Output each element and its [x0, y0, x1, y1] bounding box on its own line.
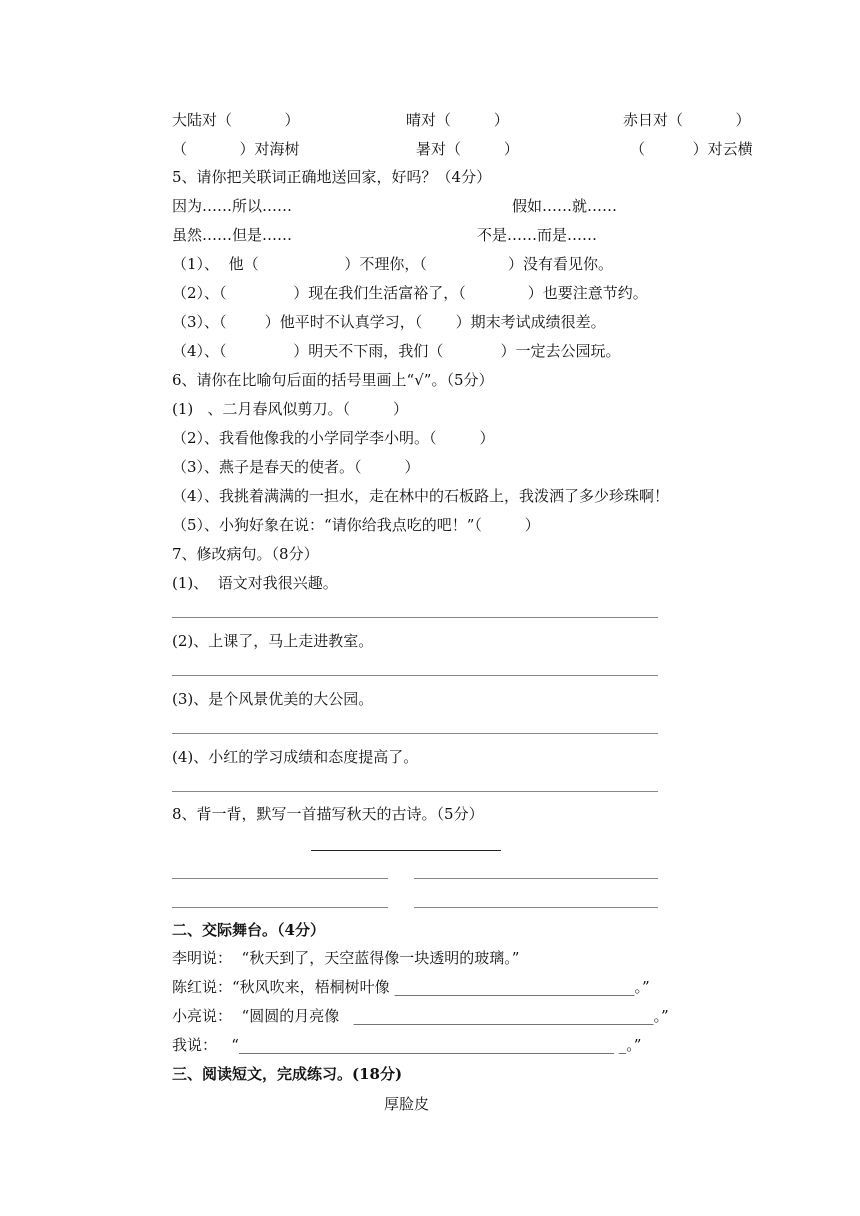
antonym-chiri: 赤日对（ ）: [623, 111, 751, 129]
poem-line[interactable]: [172, 878, 388, 879]
q7-item-4: (4)、小红的学习成绩和态度提高了。: [172, 748, 419, 766]
dialogue-chenhong: 陈红说：“秋风吹来，梧桐树叶像 ________________________________。”: [172, 978, 650, 996]
q5-conjunction-3: 虽然……但是……: [172, 226, 293, 244]
q5-title: 5、请你把关联词正确地送回家，好吗？（4分）: [172, 168, 492, 186]
passage-title: 厚脸皮: [384, 1095, 430, 1113]
q6-title: 6、请你在比喻句后面的括号里画上“√”。（5分）: [172, 371, 494, 389]
poem-line[interactable]: [414, 907, 658, 908]
q6-item-5: （5）、小狗好象在说：“请你给我点吃的吧！”（ ）: [172, 516, 540, 534]
q5-item-4: （4）、（ ）明天不下雨，我们（ ）一定去公园玩。: [172, 342, 621, 360]
dialogue-liming: 李明说： “秋天到了，天空蓝得像一块透明的玻璃。”: [172, 949, 520, 967]
q5-item-1: （1）、 他（ ）不理你，（ ）没有看见你。: [172, 255, 613, 273]
answer-line[interactable]: [172, 733, 658, 734]
answer-line[interactable]: [172, 675, 658, 676]
q6-item-4: （4）、我挑着满满的一担水，走在林中的石板路上，我泼洒了多少珍珠啊！: [172, 487, 670, 505]
q7-item-1: (1)、 语文对我很兴趣。: [172, 574, 338, 592]
poem-line[interactable]: [172, 907, 388, 908]
q5-item-3: （3）、（ ）他平时不认真学习，（ ）期末考试成绩很差。: [172, 313, 606, 331]
dialogue-xiaoliang: 小亮说： “圆圆的月亮像 ________________________________________。”: [172, 1007, 669, 1025]
q5-conjunction-2: 假如……就……: [512, 197, 618, 215]
q7-item-2: (2)、上课了，马上走进教室。: [172, 632, 374, 650]
antonym-shu: 暑对（ ）: [416, 140, 519, 158]
answer-line[interactable]: [172, 791, 658, 792]
q5-conjunction-1: 因为……所以……: [172, 197, 293, 215]
poem-title-line[interactable]: [311, 850, 501, 851]
q6-item-1: (1) 、二月春风似剪刀。（ ）: [172, 400, 408, 418]
section3-title: 三、阅读短文，完成练习。(18分): [172, 1065, 403, 1083]
antonym-dalu: 大陆对（ ）: [172, 111, 300, 129]
dialogue-wo: 我说： “__________________________________________________ _。”: [172, 1036, 642, 1054]
q8-title: 8、背一背，默写一首描写秋天的古诗。（5分）: [172, 805, 484, 823]
answer-line[interactable]: [172, 617, 658, 618]
q7-item-3: (3)、是个风景优美的大公园。: [172, 690, 374, 708]
antonym-qing: 晴对（ ）: [406, 111, 509, 129]
q6-item-3: （3）、燕子是春天的使者。（ ）: [172, 458, 420, 476]
poem-line[interactable]: [414, 878, 658, 879]
section2-title: 二、交际舞台。（4分）: [172, 921, 325, 939]
q5-conjunction-4: 不是……而是……: [477, 226, 598, 244]
q5-item-2: （2）、（ ）现在我们生活富裕了，（ ）也要注意节约。: [172, 284, 648, 302]
antonym-yunheng: （ ）对云横: [630, 140, 753, 158]
q7-title: 7、修改病句。（8分）: [172, 545, 319, 563]
q6-item-2: （2）、我看他像我的小学同学李小明。（ ）: [172, 429, 495, 447]
antonym-haishu: （ ）对海树: [172, 140, 300, 158]
